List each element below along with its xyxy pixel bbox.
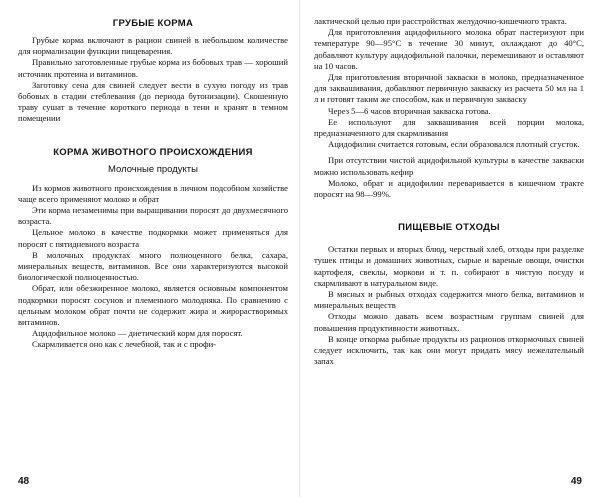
section-heading-animal-feed: КОРМА ЖИВОТНОГО ПРОИСХОЖДЕНИЯ (53, 146, 253, 158)
section-heading-food-waste: ПИЩЕВЫЕ ОТХОДЫ (398, 222, 500, 234)
paragraph: В конце откорма рыбные продукты из рационов откормочных свиней следует исключить, так как они могут придать мясу нежелательный запах (314, 333, 584, 367)
paragraph: Через 5—6 часов вторичная закваска готова. (328, 105, 491, 116)
paragraph: Скармливается оно как с лечебной, так и с профи- (32, 339, 217, 350)
paragraph: В молочных продуктах много полноценного белка, сахара, минеральных веществ, витаминов. Все они характеризуются высокой биологической полноценностью. (18, 249, 288, 283)
paragraph: Ее используют для заквашивания всей порции молока, предназначенного для скармливания (314, 116, 584, 139)
page-number: 49 (570, 476, 582, 487)
paragraph: Эти корма незаменимы при выращивании поросят до двухмесячного возраста. (18, 205, 288, 227)
section-heading-roughage: ГРУБЫЕ КОРМА (112, 18, 194, 29)
paragraph: Обрат, или обезжиренное молоко, является основным компонентом подкормки поросят сосунов и племенного молодняка. По сравнению с цельным молоком обрат почти не содержит жира и жирорастворимых витаминов. (18, 283, 288, 328)
paragraph: В мясных и рыбных отходах содержится много белка, витаминов и минеральных веществ (314, 289, 584, 311)
paragraph: Ацидофильное молоко — диетический корм для поросят. (32, 328, 243, 339)
paragraph: Остатки первых и вторых блюд, черствый хлеб, отходы при разделке тушек птицы и домашних животных, сырые и вареные овощи, очистки картофеля, свеклы, моркови и т. п. собирают в чистую посуду и скармливают в натуральном виде. (314, 244, 584, 288)
paragraph: Цельное молоко в качестве подкормки может применяться для поросят с пятидневного возраста (18, 227, 288, 249)
paragraph: лактической целью при расстройствах желудочно-кишечного тракта. (314, 16, 567, 26)
paragraph: При отсутствии чистой ацидофильной культуры в качестве закваски можно использовать кефир (314, 155, 584, 177)
right-page (300, 0, 600, 497)
paragraph: Для приготовления ацидофильного молока обрат пастеризуют при температуре 90—95°С в течение 30 минут, охлаждают до 40°С, добавляют культуру ацидофильной палочки, перемешивают и оставляют на 10 часов. (314, 27, 584, 71)
subsection-heading-dairy: Молочные продукты (107, 163, 198, 175)
paragraph: Из кормов животного происхождения в личном подсобном хозяйстве чаще всего применяют молоко и обрат (18, 182, 288, 204)
paragraph: Для приготовления вторичной закваски в молоко, предназначенное для заквашивания, добавляют первичную закваску из расчета 50 мл на 1 л и готовят таким же способом, как и первичную закваску (314, 72, 584, 105)
paragraph: Отходы можно давать всем возрастным группам свиней для повышения продуктивности животных. (314, 311, 584, 333)
paragraph: Грубые корма включают в рацион свиней в небольшом количестве для нормализации функции пищеварения. (18, 35, 288, 57)
paragraph: Заготовку сена для свиней следует вести в сухую погоду из трав бобовых в стадии стеблевания (до периода бутонизации). Скошенную траву сушат в течение короткого периода в тени и хранят в темном помещении (18, 79, 288, 124)
paragraph: Правильно заготовленные грубые корма из бобовых трав — хороший источник протеина и витаминов. (18, 57, 288, 79)
paragraph: Ацидофилин считается готовым, если образовался плотный сгусток. (328, 139, 580, 150)
paragraph: Молоко, обрат и ацидофилин переваривается в кишечном тракте поросят на 98—99%. (314, 177, 584, 200)
page-number: 48 (18, 476, 30, 487)
